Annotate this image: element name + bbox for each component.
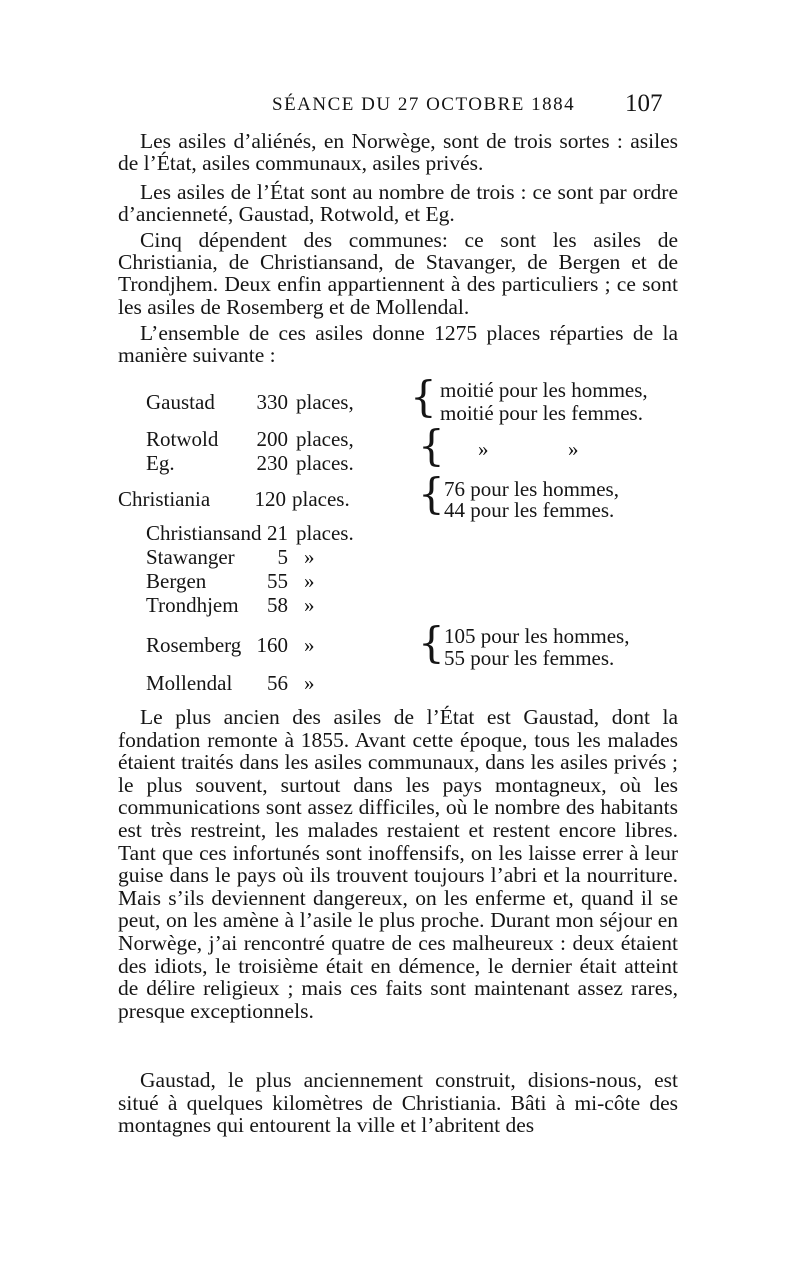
places-count: 120 — [254, 487, 286, 511]
brace-rotwold-eg: { — [418, 421, 445, 470]
brace-christiania: { — [418, 469, 445, 518]
paragraph-asylum-types: Les asiles d’aliénés, en Norwège, sont de trois sortes : asiles de l’État, asiles communaux, asiles privés. — [118, 129, 678, 176]
brace-rosemberg: { — [418, 618, 445, 667]
note-christiania-men: 76 pour les hommes, — [444, 477, 619, 501]
places-count: 230 — [256, 451, 288, 475]
paragraph-places-intro: L’ensemble de ces asiles donne 1275 places réparties de la manière suivante : — [118, 321, 678, 368]
page-header — [0, 90, 800, 124]
places-count: 55 — [267, 569, 288, 593]
asylum-name: Christiania — [118, 487, 211, 511]
asylum-name: Gaustad — [146, 390, 215, 414]
places-count: 330 — [256, 390, 288, 414]
places-count: 56 — [267, 671, 288, 695]
asylum-name: Christiansand — [146, 521, 262, 545]
asylum-name: Mollendal — [146, 671, 233, 695]
places-count: 160 — [256, 633, 288, 657]
places-unit: » — [304, 593, 315, 617]
note-ditto: » — [568, 437, 579, 461]
paragraph-communal-private: Cinq dépendent des communes: ce sont les asiles de Christiania, de Christiansand, de Stavanger, de Bergen et de Trondjhem. Deux enfin appartiennent à des particuliers ; ce sont les asiles de Rosemberg et de Mollendal. — [118, 228, 678, 319]
places-unit: places, — [296, 390, 354, 414]
places-unit: » — [304, 671, 315, 695]
paragraph-gaustad-location: Gaustad, le plus anciennement construit, disions-nous, est situé à quelques kilomètres de Christiania. Bâti à mi-côte des montagnes qui entourent la ville et l’abritent des — [118, 1068, 678, 1138]
places-count: 200 — [256, 427, 288, 451]
asylum-name: Bergen — [146, 569, 207, 593]
running-title: SÉANCE DU 27 OCTOBRE 1884 — [272, 94, 576, 115]
places-unit: » — [304, 545, 315, 569]
places-unit: places. — [296, 451, 354, 475]
note-gaustad-men: moitié pour les hommes, — [440, 378, 648, 402]
asylum-name: Rosemberg — [146, 633, 242, 657]
paragraph-gaustad-history: Le plus ancien des asiles de l’État est Gaustad, dont la fondation remonte à 1855. Avant cette époque, tous les malades étaient traités dans les asiles communaux, dans les asiles privés ; le plus souvent, surtout dans les pays montagneux, où les communications sont assez difficiles, où le nombre des habitants est très restreint, les malades restaient et restent encore libres. Tant que ces infortunés sont inoffensifs, on les laisse errer à leur guise dans le pays où ils trouvent toujours l’abri et la nourriture. Mais s’ils deviennent dangereux, on les enferme et, quand il se peut, on les amène à l’asile le plus proche. Durant mon séjour en Norwège, j’ai rencontré quatre de ces malheureux : deux étaient des idiots, le troisième était en démence, le dernier était atteint de délire religieux ; mais ces faits sont maintenant assez rares, presque exceptionnels. — [118, 705, 678, 1023]
places-unit: » — [304, 569, 315, 593]
note-gaustad-women: moitié pour les femmes. — [440, 401, 643, 425]
places-unit: places, — [296, 427, 354, 451]
places-unit: places. — [296, 521, 354, 545]
places-count: 21 — [267, 521, 288, 545]
places-count: 5 — [277, 545, 288, 569]
asylum-name: Eg. — [146, 451, 175, 475]
places-unit: » — [304, 633, 315, 657]
note-rosemberg-women: 55 pour les femmes. — [444, 646, 615, 670]
places-unit: places. — [292, 487, 350, 511]
places-count: 58 — [267, 593, 288, 617]
brace-gaustad: { — [410, 372, 437, 421]
asylum-name: Rotwold — [146, 427, 219, 451]
page-number: 107 — [625, 90, 663, 117]
paragraph-state-asylums: Les asiles de l’État sont au nombre de trois : ce sont par ordre d’ancienneté, Gaustad, Rotwold, et Eg. — [118, 180, 678, 227]
note-ditto: » — [478, 437, 489, 461]
note-rosemberg-men: 105 pour les hommes, — [444, 624, 630, 648]
note-christiania-women: 44 pour les femmes. — [444, 498, 615, 522]
asylum-name: Trondhjem — [146, 593, 239, 617]
asylum-name: Stawanger — [146, 545, 235, 569]
